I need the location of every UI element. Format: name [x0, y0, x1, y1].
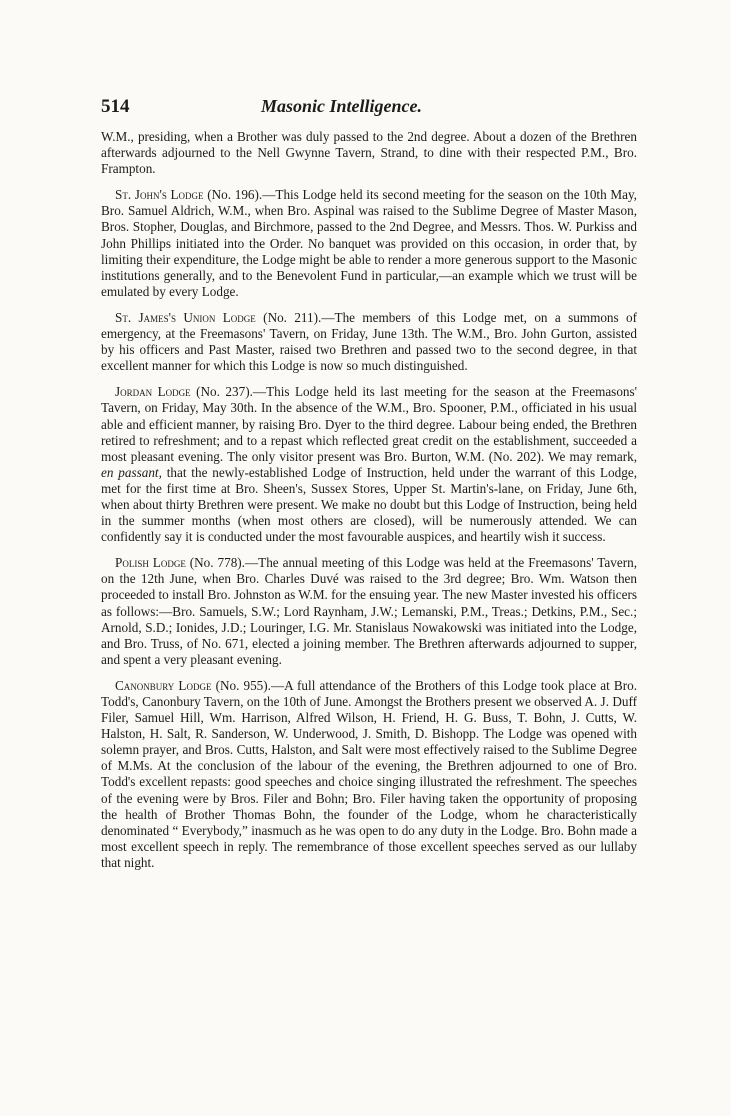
paragraph-jordan-lodge — [101, 384, 637, 545]
page-header — [101, 96, 637, 120]
paragraph-text: (No. 778).—The annual meeting of this Lodge was held at the Freemasons' Tavern, on the 12th June, when Bro. Charles Duvé was raised to the 3rd degree; Bro. Wm. Watson then proceeded to install Bro. Johnston as W.M. for the ensuing year. The new Master invested his officers as follows:—Bro. Samuels, S.W.; Lord Raynham, J.W.; Lemanski, P.M., Treas.; Detkins, P.M., Sec.; Arnold, S.D.; Ionides, J.D.; Louringer, I.G. Mr. Stanislaus Nowakowski was initiated into the Lodge, and Bro. Truss, of No. 671, elected a joining member. The Brethren afterwards adjourned to supper, and spent a very pleasant evening. — [101, 555, 638, 667]
paragraph-polish-lodge — [101, 555, 637, 668]
paragraph-text-after: that the newly-established Lodge of Instruction, held under the warrant of this Lodge, met for the first time at Bro. Sheen's, Sussex Stores, Upper St. Martin's-lane, on Friday, June 6th, when about thirty Brethren were present. We make no doubt but this Lodge of Instruction, being held in the summer months (when most others are closed), will be numerously attended. We can confidently say it is conducted under the most favourable auspices, and heartily wish it success. — [101, 464, 637, 545]
paragraph-canonbury-lodge — [101, 678, 637, 871]
paragraph-text: (No. 211).—The members of this Lodge met, on a summons of emergency, at the Freemasons' Tavern, on Friday, June 13th. The W.M., Bro. John Gurton, assisted by his officers and Past Master, raised two Brethren and passed two to the second degree, in that excellent manner for which this Lodge is now so much distinguished. — [101, 309, 638, 374]
lodge-heading: Canonbury Lodge — [115, 677, 212, 693]
running-title: Masonic Intelligence. — [261, 96, 422, 116]
paragraph-st-johns-lodge — [101, 187, 637, 300]
lodge-heading: St. John's Lodge — [115, 187, 204, 203]
lodge-heading: Jordan Lodge — [115, 384, 191, 400]
paragraph-continuation — [101, 129, 637, 177]
lodge-heading: Polish Lodge — [115, 555, 186, 571]
paragraph-text: (No. 955).—A full attendance of the Brothers of this Lodge took place at Bro. Todd's, Canonbury Tavern, on the 10th of June. Amongst the Brothers present we observed A. J. Duff Filer, Samuel Hill, Wm. Harrison, Alfred Wilson, H. Friend, H. G. Buss, T. Bohn, J. Cutts, W. Halston, H. Salt, R. Sanderson, W. Underwood, J. Smith, D. Bishopp. The Lodge was opened with solemn prayer, and Bros. Cutts, Halston, and Salt were most effectively raised to the Sublime Degree of M.Ms. At the conclusion of the labour of the evening, the Brethren adjourned to one of Bro. Todd's excellent repasts: good speeches and choice singing illustrated the refreshment. The speeches of the evening were by Bros. Filer and Bohn; Bro. Filer having taken the opportunity of proposing the health of Brother Thomas Bohn, the founder of the Lodge, whom he characteristically denominated “ Everybody,” inasmuch as he was open to do any duty in the Lodge. Bro. Bohn made a most excellent speech in reply. The remembrance of those excellent speeches served as our lullaby that night. — [101, 677, 638, 870]
paragraph-text: (No. 237).—This Lodge held its last meeting for the season at the Freemasons' Tavern, on Friday, May 30th. In the absence of the W.M., Bro. Spooner, P.M., officiated in his usual able and efficient manner, by raising Bro. Dyer to the third degree. Labour being ended, the Brethren retired to refreshment; and to a repast which reflected great credit on the establishment, succeeded a most pleasant evening. The only visitor present was Bro. Burton, W.M. (No. 202). We may remark, — [101, 384, 638, 464]
paragraph-text: (No. 196).—This Lodge held its second meeting for the season on the 10th May, Bro. Samuel Aldrich, W.M., when Bro. Aspinal was raised to the Sublime Degree of Master Mason, Bros. Stopher, Douglas, and Birchmore, passed to the 2nd Degree, and Messrs. Thos. W. Purkiss and John Phillips initiated into the Order. No banquet was provided on this occasion, in order that, by limiting their expenditure, the Lodge might be able to render a more generous support to the Masonic institutions generally, and to the Benevolent Fund in particular,—an example which we trust will be emulated by every Lodge. — [101, 187, 637, 299]
paragraph-st-jamess-union-lodge — [101, 310, 637, 374]
paragraph-italic: en passant, — [101, 464, 162, 480]
page — [101, 96, 637, 881]
paragraph-text: W.M., presiding, when a Brother was duly passed to the 2nd degree. About a dozen of the Brethren afterwards adjourned to the Nell Gwynne Tavern, Strand, to dine with their respected P.M., Bro. Frampton. — [101, 129, 637, 177]
lodge-heading: St. James's Union Lodge — [115, 309, 256, 325]
page-number: 514 — [101, 96, 130, 117]
